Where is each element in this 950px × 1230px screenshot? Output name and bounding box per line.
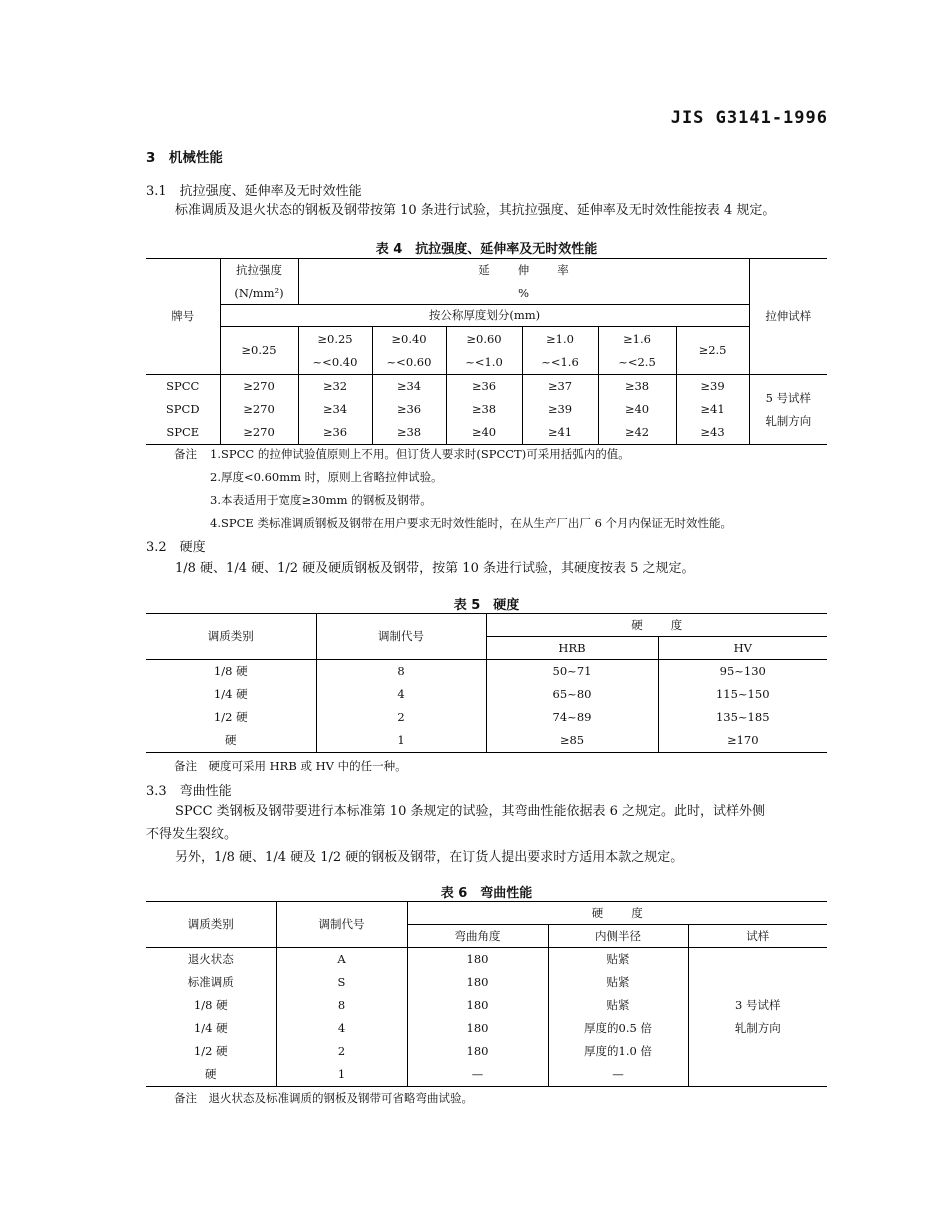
table6-header-radius: 内侧半径 xyxy=(548,925,688,948)
subsection-3-2-title: 3.2 硬度 xyxy=(146,540,206,555)
subsection-3-3-text-2: 另外，1/8 硬、1/4 硬及 1/2 硬的钢板及钢带，在订货人提出要求时方适用本款之规定。 xyxy=(175,850,684,865)
subsection-3-3-text-1b: 不得发生裂纹。 xyxy=(146,827,238,842)
table4-thick-2: ≥0.40 ~<0.60 xyxy=(372,327,446,375)
table4-values-col-4: ≥37 ≥39 ≥41 xyxy=(522,375,598,445)
table4-header-test: 拉伸试样 xyxy=(749,259,827,375)
table6-type-cell: 退火状态 标准调质 1/8 硬 1/4 硬 1/2 硬 硬 xyxy=(146,948,276,1087)
table4-header-elongation: 延 伸 率 xyxy=(298,259,749,282)
table4-thick-0: ≥0.25 xyxy=(220,327,298,375)
table5-hrb-cell: 50~71 65~80 74~89 ≥85 xyxy=(486,660,658,753)
subsection-3-3-title: 3.3 弯曲性能 xyxy=(146,784,232,799)
table4 xyxy=(146,258,827,445)
table5-note: 备注 硬度可采用 HRB 或 HV 中的任一种。 xyxy=(174,759,407,773)
table6-header-sample: 试样 xyxy=(688,925,827,948)
table4-header-tensile-unit: (N/mm²) xyxy=(220,282,298,305)
table5-hv-cell: 95~130 115~150 135~185 ≥170 xyxy=(658,660,827,753)
table6-radius-cell: 贴紧 贴紧 贴紧 厚度的0.5 倍 厚度的1.0 倍 — xyxy=(548,948,688,1087)
table4-values-col-1: ≥32 ≥34 ≥36 xyxy=(298,375,372,445)
subsection-3-1-title: 3.1 抗拉强度、延伸率及无时效性能 xyxy=(146,184,362,199)
table4-caption: 表 4 抗拉强度、延伸率及无时效性能 xyxy=(375,242,598,257)
table5-code-cell: 8 4 2 1 xyxy=(316,660,486,753)
subsection-3-2-text: 1/8 硬、1/4 硬、1/2 硬及硬质钢板及钢带，按第 10 条进行试验，其硬度按表 5 之规定。 xyxy=(175,561,695,576)
table4-header-thickness: 按公称厚度划分(mm) xyxy=(220,305,749,327)
table6-caption: 表 6 弯曲性能 xyxy=(440,886,533,901)
table4-note-1: 1.SPCC 的拉伸试验值原则上不用。但订货人要求时(SPCCT)可采用括弧内的值。 xyxy=(210,447,630,461)
table4-thick-5: ≥1.6 ~<2.5 xyxy=(598,327,676,375)
table4-header-tensile: 抗拉强度 xyxy=(220,259,298,282)
table4-values-col-0: ≥270 ≥270 ≥270 xyxy=(220,375,298,445)
table4-note-2: 2.厚度<0.60mm 时，原则上省略拉伸试验。 xyxy=(210,470,443,484)
table5-header-hardness: 硬 度 xyxy=(486,614,827,637)
table5 xyxy=(146,613,827,753)
table4-values-col-2: ≥34 ≥36 ≥38 xyxy=(372,375,446,445)
table6 xyxy=(146,901,827,1087)
table4-test-cell: 5 号试样 轧制方向 xyxy=(749,375,827,445)
table4-notes-label: 备注 xyxy=(174,447,197,461)
table6-angle-cell: 180 180 180 180 180 — xyxy=(407,948,548,1087)
table4-header-elongation-unit: % xyxy=(298,282,749,305)
table4-thick-4: ≥1.0 ~<1.6 xyxy=(522,327,598,375)
table4-grade-cell: SPCC SPCD SPCE xyxy=(146,375,220,445)
table4-values-col-3: ≥36 ≥38 ≥40 xyxy=(446,375,522,445)
subsection-3-3-text-1a: SPCC 类钢板及钢带要进行本标准第 10 条规定的试验，其弯曲性能依据表 6 之规定。此时，试样外侧 xyxy=(175,804,766,819)
section-title: 3 机械性能 xyxy=(146,150,223,166)
table4-note-4: 4.SPCE 类标准调质钢板及钢带在用户要求无时效性能时，在从生产厂出厂 6 个月内保证无时效性能。 xyxy=(210,516,733,530)
table5-type-cell: 1/8 硬 1/4 硬 1/2 硬 硬 xyxy=(146,660,316,753)
table6-header-angle: 弯曲角度 xyxy=(407,925,548,948)
table5-header-type: 调质类别 xyxy=(146,614,316,660)
table6-sample-cell: 3 号试样 轧制方向 xyxy=(688,948,827,1087)
table6-code-cell: A S 8 4 2 1 xyxy=(276,948,407,1087)
document-code: JIS G3141-1996 xyxy=(670,108,828,128)
table4-thick-1: ≥0.25 ~<0.40 xyxy=(298,327,372,375)
table4-header-grade: 牌号 xyxy=(146,259,220,375)
table4-values-col-6: ≥39 ≥41 ≥43 xyxy=(676,375,749,445)
table6-header-type: 调质类别 xyxy=(146,902,276,948)
table6-header-code: 调制代号 xyxy=(276,902,407,948)
table4-thick-3: ≥0.60 ~<1.0 xyxy=(446,327,522,375)
table5-header-code: 调制代号 xyxy=(316,614,486,660)
table4-thick-6: ≥2.5 xyxy=(676,327,749,375)
table4-note-3: 3.本表适用于宽度≥30mm 的钢板及钢带。 xyxy=(210,493,432,507)
table6-note: 备注 退火状态及标准调质的钢板及钢带可省略弯曲试验。 xyxy=(174,1091,473,1105)
table5-header-hv: HV xyxy=(658,637,827,660)
table6-header-hardness: 硬 度 xyxy=(407,902,827,925)
table5-caption: 表 5 硬度 xyxy=(453,598,520,613)
table5-header-hrb: HRB xyxy=(486,637,658,660)
table4-values-col-5: ≥38 ≥40 ≥42 xyxy=(598,375,676,445)
subsection-3-1-text: 标准调质及退火状态的钢板及钢带按第 10 条进行试验，其抗拉强度、延伸率及无时效性能按表 4 规定。 xyxy=(175,203,776,218)
